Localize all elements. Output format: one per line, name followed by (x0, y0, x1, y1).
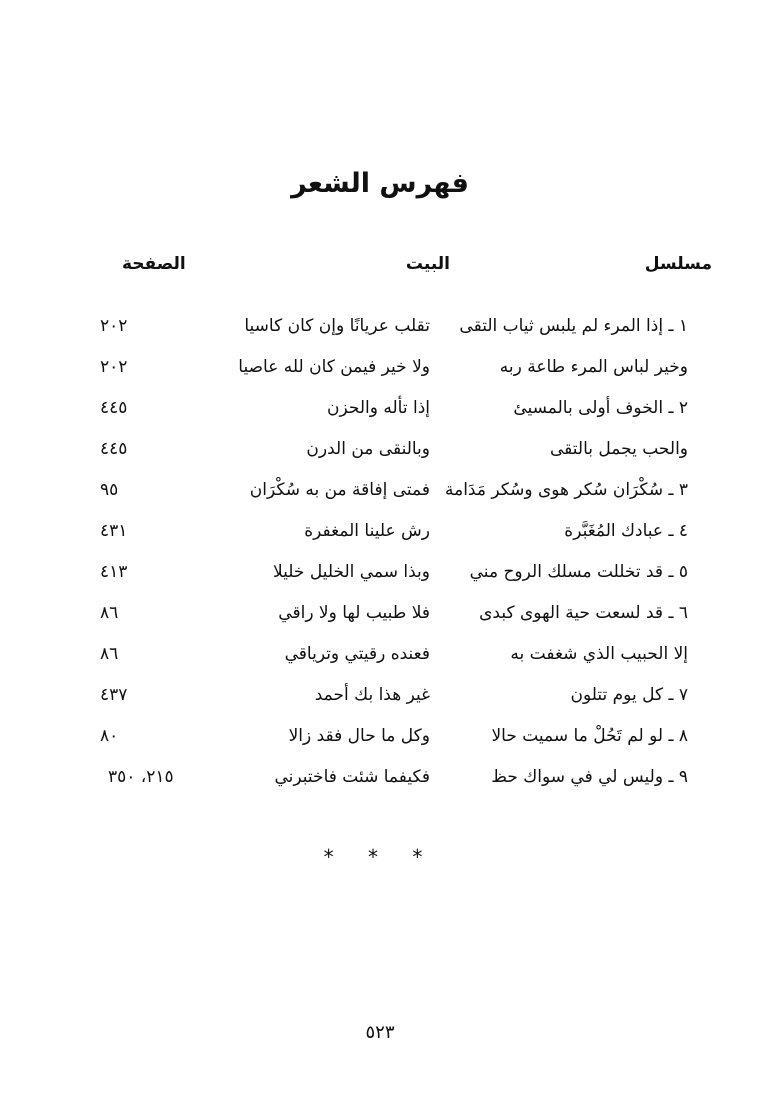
page-reference: ٨٦ (100, 644, 119, 664)
verse-second-hemistich: فمتى إفاقة من به سُكْرَان (249, 480, 430, 500)
verse-second-hemistich: فكيفما شئت فاختبرني (274, 767, 430, 787)
page-number: ٥٢٣ (365, 1022, 395, 1043)
verse-first-hemistich: ١ ـ إذا المرء لم يلبس ثياب التقى (459, 316, 688, 336)
verse-first-hemistich: ٨ ـ لو لم تَحُلْ ما سميت حالا (491, 726, 688, 746)
verse-first-hemistich: ٤ ـ عبادك المُغَبَّرة (564, 521, 688, 541)
page-reference: ٢٠٢ (100, 357, 128, 377)
page-reference: ٨٠ (100, 726, 119, 746)
index-row (0, 439, 760, 480)
verse-first-hemistich: ٧ ـ كل يوم تتلون (570, 685, 688, 705)
index-row (0, 521, 760, 562)
verse-first-hemistich: إلا الحبيب الذي شغفت به (510, 644, 688, 664)
page-reference: ٤١٣ (100, 562, 128, 582)
verse-second-hemistich: ولا خير فيمن كان لله عاصيا (238, 357, 430, 377)
verse-second-hemistich: تقلب عريانًا وإن كان كاسيا (244, 316, 430, 336)
verse-second-hemistich: إذا تأله والحزن (327, 398, 430, 418)
verse-second-hemistich: فلا طبيب لها ولا راقي (278, 603, 430, 623)
page-title: فهرس الشعر (291, 168, 469, 199)
verse-first-hemistich: وخير لباس المرء طاعة ربه (499, 357, 688, 377)
verse-second-hemistich: وكل ما حال فقد زالا (288, 726, 430, 746)
header-page: الصفحة (122, 254, 186, 274)
section-separator: * * * (323, 845, 437, 869)
page-reference: ٨٦ (100, 603, 119, 623)
verse-first-hemistich: ٢ ـ الخوف أولى بالمسيئ (513, 398, 688, 418)
page-reference: ٩٥ (100, 480, 119, 500)
index-row (0, 480, 760, 521)
page-reference: ٤٤٥ (100, 398, 128, 418)
page-reference: ٢١٥، ٣٥٠ (108, 767, 174, 787)
verse-first-hemistich: ٥ ـ قد تخللت مسلك الروح مني (469, 562, 688, 582)
index-row (0, 398, 760, 439)
index-row (0, 316, 760, 357)
index-row (0, 603, 760, 644)
index-row (0, 644, 760, 685)
verse-second-hemistich: وبذا سمي الخليل خليلا (273, 562, 430, 582)
index-row (0, 357, 760, 398)
verse-second-hemistich: وبالنقى من الدرن (306, 439, 430, 459)
page-reference: ٤٣١ (100, 521, 128, 541)
verse-second-hemistich: رش علينا المغفرة (304, 521, 430, 541)
index-row (0, 562, 760, 603)
poetry-index-table (0, 316, 760, 808)
verse-first-hemistich: والحب يجمل بالتقى (550, 439, 688, 459)
verse-second-hemistich: غير هذا بك أحمد (314, 685, 430, 705)
index-row (0, 685, 760, 726)
header-serial: مسلسل (644, 254, 712, 274)
page-reference: ٤٤٥ (100, 439, 128, 459)
page-reference: ٤٣٧ (100, 685, 128, 705)
index-row (0, 767, 760, 808)
verse-first-hemistich: ٩ ـ وليس لي في سواك حظ (491, 767, 688, 787)
verse-second-hemistich: فعنده رقيتي وترياقي (284, 644, 430, 664)
verse-first-hemistich: ٣ ـ سُكْرَان سُكر هوى وسُكر مَدَامة (444, 480, 688, 500)
page-reference: ٢٠٢ (100, 316, 128, 336)
header-verse: البيت (405, 254, 450, 274)
verse-first-hemistich: ٦ ـ قد لسعت حية الهوى كبدى (479, 603, 688, 623)
index-row (0, 726, 760, 767)
